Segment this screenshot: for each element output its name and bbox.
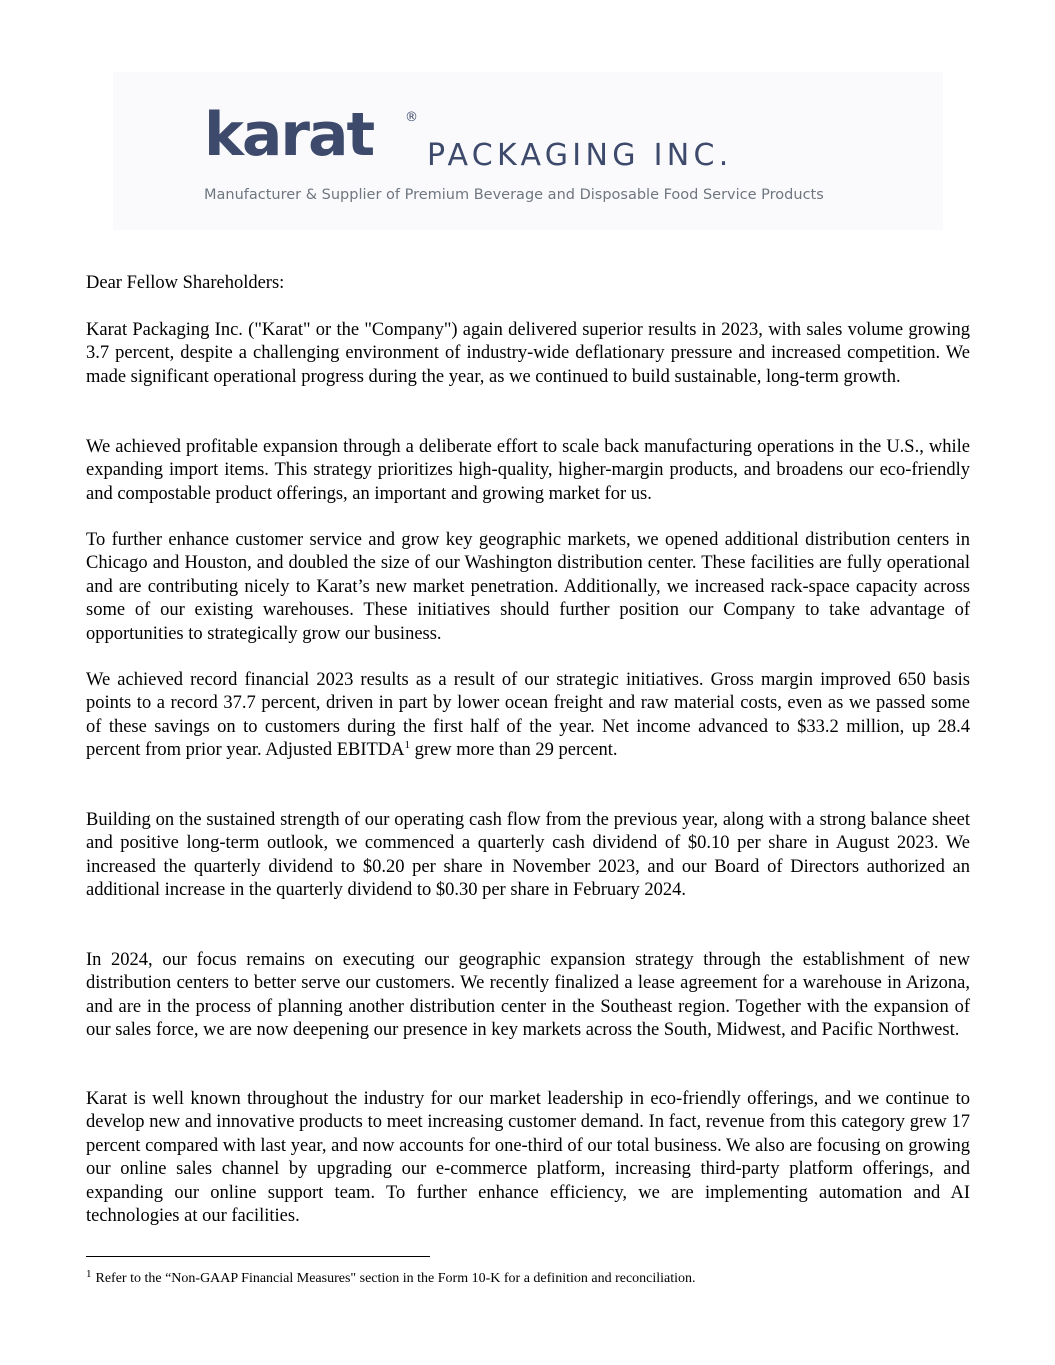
footnote [86,1264,696,1289]
letter-paragraph-7: Karat is well known throughout the industry for our market leadership in eco-friendly offerings, and we continue to develop new and innovative products to meet increasing customer demand. In fact, revenue from this category grew 17 percent compared with last year, and now accounts for one-third of our total business. We also are focusing on growing our online sales channel by upgrading our e-commerce platform, increasing third-party platform offerings, and expanding our online support team. To further enhance efficiency, we are implementing automation and AI technologies at our facilities. [86,1089,970,1227]
letter-paragraph-3: To further enhance customer service and grow key geographic markets, we opened additional distribution centers in Chicago and Houston, and doubled the size of our Washington distribution center. These facilities are fully operational and are contributing nicely to Karat’s new market penetration. Additionally, we increased rack-space capacity across some of our existing warehouses. These initiatives should further position our Company to take advantage of opportunities to strategically grow our business. [86,530,970,644]
logo-wordmark: karat [204,100,374,170]
footnote-reference: 1 [404,739,411,752]
logo-packaging-text: PACKAGING INC. [427,138,733,173]
letter-paragraph-1: Karat Packaging Inc. ("Karat" or the "Company") again delivered superior results in 2023, with sales volume growing 3.7 percent, despite a challenging environment of industry-wide deflationary pressure and increased competition. We made significant operational progress during the year, as we continued to build sustainable, long-term growth. [86,320,970,387]
letter-paragraph-4 [86,669,970,763]
logo-registered-mark: ® [405,110,418,125]
paragraph-4-text-start: We achieved record financial 2023 results as a result of our strategic initiatives. Gross margin improved 650 basis points to a record 37.7 percent, driven in part by lower ocean freight and raw material costs, even as we passed some of these savings on to customers during the first half of the year. Net income advanced to $33.2 million, up 28.4 percent from prior year. Adjusted EBITDA [86,670,970,761]
letter-paragraph-5: Building on the sustained strength of our operating cash flow from the previous year, along with a strong balance sheet and positive long-term outlook, we commenced a quarterly cash dividend of $0.10 per share in August 2023. We increased the quarterly dividend to $0.20 per share in November 2023, and our Board of Directors authorized an additional increase in the quarterly dividend to $0.30 per share in February 2024. [86,810,970,901]
logo-tagline: Manufacturer & Supplier of Premium Beverage and Disposable Food Service Products [204,187,824,203]
letter-paragraph-6: In 2024, our focus remains on executing our geographic expansion strategy through the establishment of new distribution centers to better serve our customers. We recently finalized a lease agreement for a warehouse in Arizona, and are in the process of planning another distribution center in the Southeast region. Together with the expansion of our sales force, we are now deepening our presence in key markets across the South, Midwest, and Pacific Northwest. [86,950,970,1041]
company-logo [113,72,943,230]
footnote-mark: 1 [86,1268,92,1280]
paragraph-4-text-end: grew more than 29 percent. [410,740,618,761]
footnote-divider [86,1256,430,1257]
footnote-text: Refer to the “Non-GAAP Financial Measures" section in the Form 10-K for a definition and reconciliation. [95,1271,696,1286]
letter-salutation: Dear Fellow Shareholders: [86,273,285,293]
letter-paragraph-2: We achieved profitable expansion through a deliberate effort to scale back manufacturing operations in the U.S., while expanding import items. This strategy prioritizes high-quality, higher-margin products, and broadens our eco-friendly and compostable product offerings, an important and growing market for us. [86,437,970,504]
